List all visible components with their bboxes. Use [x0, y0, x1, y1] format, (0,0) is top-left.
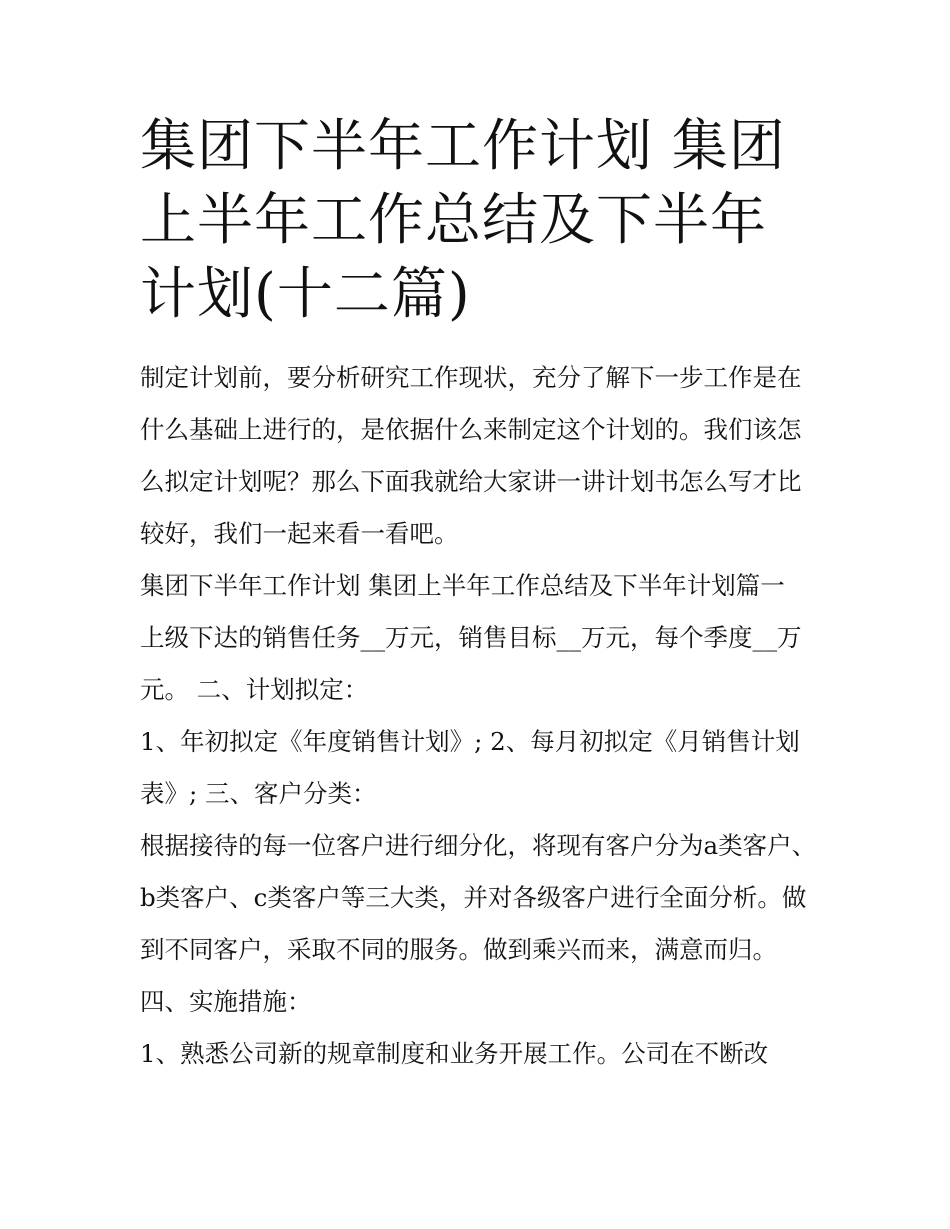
measures-paragraph: 1、熟悉公司新的规章制度和业务开展工作。公司在不断改 — [140, 1039, 769, 1068]
customer-paragraph: 根据接待的每一位客户进行细分化，将现有客户分为a类客户、b类客户、c类客户等三大类，并对各级客户进行全面分析。做到不同客户，采取不同的服务。做到乘兴而来，满意而归。 — [140, 831, 817, 964]
sales-target-paragraph: 上级下达的销售任务__万元，销售目标__万元，每个季度__万元。 二、计划拟定： — [140, 623, 802, 704]
section-heading: 集团下半年工作计划 集团上半年工作总结及下半年计划篇一 — [140, 571, 785, 600]
intro-paragraph: 制定计划前，要分析研究工作现状，充分了解下一步工作是在什么基础上进行的，是依据什么来制定这个计划的。我们该怎么拟定计划呢？那么下面我就给大家讲一讲计划书怎么写才比较好，我们一起来看一看吧。 — [140, 363, 802, 548]
plan-paragraph: 1、年初拟定《年度销售计划》; 2、每月初拟定《月销售计划表》; 三、客户分类： — [140, 727, 800, 808]
document-body — [140, 352, 820, 1080]
measures-heading: 四、实施措施： — [140, 987, 312, 1016]
document-title: 集团下半年工作计划 集团上半年工作总结及下半年计划(十二篇) — [140, 114, 786, 327]
